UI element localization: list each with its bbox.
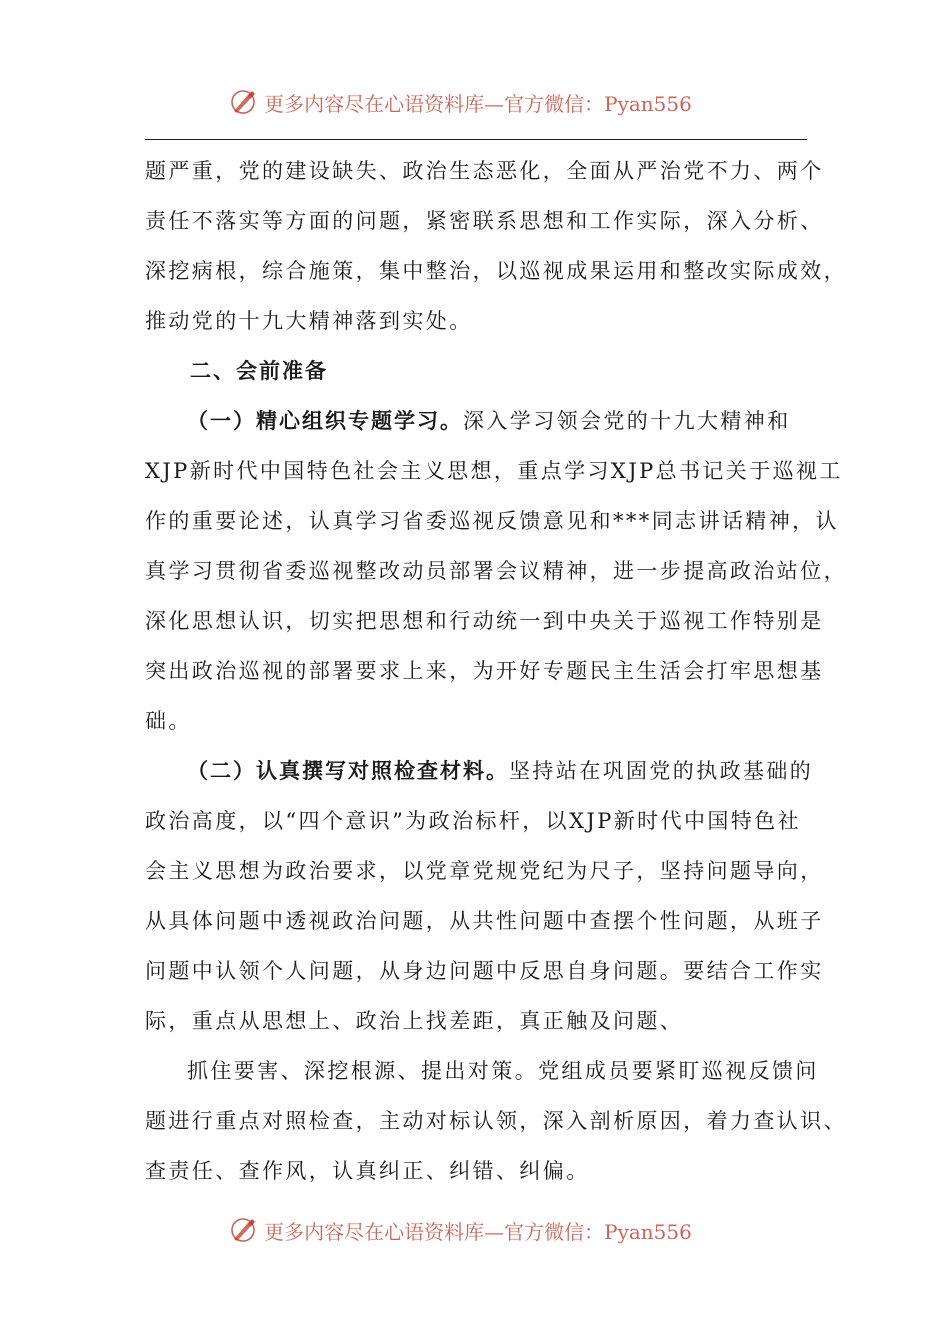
text-line: 查责任、查作风，认真纠正、纠错、纠偏。 (145, 1159, 590, 1183)
text-line: 问题中认领个人问题，从身边问题中反思自身问题。要结合工作实 (145, 959, 824, 983)
text-line: 际，重点从思想上、政治上找差距，真正触及问题、 (145, 1009, 684, 1033)
pen-nib-circle-icon (228, 1215, 258, 1245)
subheading-study: （一）精心组织专题学习。 (187, 408, 463, 433)
document-body (145, 146, 847, 1196)
header-divider (145, 139, 807, 140)
text-line (145, 746, 825, 796)
text-line: 作的重要论述，认真学习省委巡视反馈意见和***同志讲话精神，认 (145, 509, 839, 533)
text-run: 坚持站在巩固党的执政基础的 (509, 759, 814, 783)
text-line: 抓住要害、深挖根源、提出对策。党组成员要紧盯巡视反馈问 (187, 1059, 819, 1083)
watermark-banner-top (0, 82, 950, 122)
watermark-text-top: 更多内容尽在心语资料库—官方微信：Pyan556 (264, 91, 692, 116)
text-line: 真学习贯彻省委巡视整改动员部署会议精神，进一步提高政治站位， (145, 559, 847, 583)
text-line: 深挖病根，综合施策，集中整治，以巡视成果运用和整改实际成效， (145, 259, 847, 283)
text-line: 础。 (145, 709, 192, 733)
text-line: 从具体问题中透视政治问题，从共性问题中查摆个性问题，从班子 (145, 909, 824, 933)
text-line: 题严重，党的建设缺失、政治生态恶化，全面从严治党不力、两个 (145, 159, 824, 183)
text-line: 突出政治巡视的部署要求上来，为开好专题民主生活会打牢思想基 (145, 659, 824, 683)
subheading-materials: （二）认真撰写对照检查材料。 (187, 758, 509, 783)
section-heading: 二、会前准备 (190, 358, 328, 383)
watermark-text-bottom: 更多内容尽在心语资料库—官方微信：Pyan556 (264, 1219, 692, 1244)
text-line: 会主义思想为政治要求，以党章党规党纪为尺子，坚持问题导向， (145, 859, 824, 883)
text-line: XJP新时代中国特色社会主义思想，重点学习XJP总书记关于巡视工 (145, 459, 843, 483)
text-line: 深化思想认识，切实把思想和行动统一到中央关于巡视工作特别是 (145, 609, 824, 633)
pen-nib-circle-icon (228, 87, 258, 117)
text-line: 责任不落实等方面的问题，紧密联系思想和工作实际，深入分析、 (145, 209, 824, 233)
text-line (145, 396, 825, 446)
text-line: 政治高度，以“四个意识”为政治标杆，以XJP新时代中国特色社 (145, 809, 801, 833)
text-run: 深入学习领会党的十九大精神和 (463, 409, 791, 433)
text-line: 推动党的十九大精神落到实处。 (145, 309, 473, 333)
text-line: 题进行重点对照检查，主动对标认领，深入剖析原因，着力查认识、 (145, 1109, 847, 1133)
watermark-banner-bottom (0, 1210, 950, 1250)
